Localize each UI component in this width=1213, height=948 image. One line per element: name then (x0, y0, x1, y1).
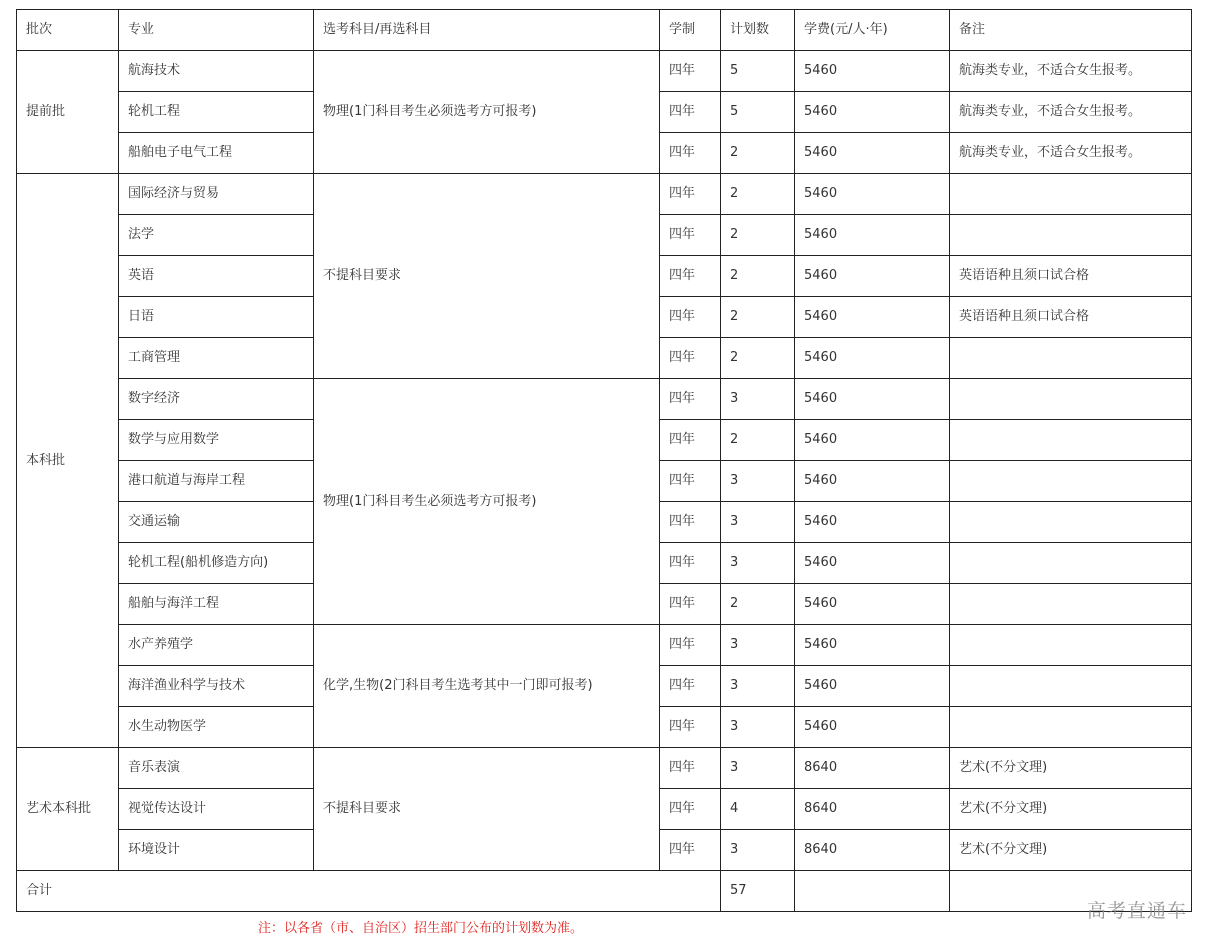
major-cell: 交通运输 (119, 502, 314, 543)
remark-cell: 艺术(不分文理) (950, 748, 1192, 789)
tuition-fee-cell: 5460 (795, 461, 950, 502)
plan-count-cell: 3 (721, 379, 795, 420)
header-remark: 备注 (950, 10, 1192, 51)
duration-cell: 四年 (660, 133, 721, 174)
subject-requirement-cell: 物理(1门科目考生必须选考方可报考) (314, 379, 660, 625)
duration-cell: 四年 (660, 256, 721, 297)
major-cell: 法学 (119, 215, 314, 256)
duration-cell: 四年 (660, 830, 721, 871)
major-cell: 水生动物医学 (119, 707, 314, 748)
header-subject: 选考科目/再选科目 (314, 10, 660, 51)
footnote: 注：以各省（市、自治区）招生部门公布的计划数为准。 (258, 921, 584, 936)
remark-cell: 航海类专业，不适合女生报考。 (950, 133, 1192, 174)
remark-cell (950, 215, 1192, 256)
duration-cell: 四年 (660, 543, 721, 584)
plan-count-cell: 2 (721, 338, 795, 379)
tuition-fee-cell: 5460 (795, 379, 950, 420)
tuition-fee-cell: 5460 (795, 51, 950, 92)
major-cell: 数学与应用数学 (119, 420, 314, 461)
duration-cell: 四年 (660, 297, 721, 338)
header-plan: 计划数 (721, 10, 795, 51)
duration-cell: 四年 (660, 92, 721, 133)
duration-cell: 四年 (660, 707, 721, 748)
remark-cell: 艺术(不分文理) (950, 830, 1192, 871)
tuition-fee-cell: 5460 (795, 707, 950, 748)
header-duration: 学制 (660, 10, 721, 51)
tuition-fee-cell: 5460 (795, 92, 950, 133)
plan-count-cell: 5 (721, 92, 795, 133)
tuition-fee-cell: 5460 (795, 215, 950, 256)
plan-count-cell: 2 (721, 215, 795, 256)
duration-cell: 四年 (660, 461, 721, 502)
major-cell: 航海技术 (119, 51, 314, 92)
tuition-fee-cell: 8640 (795, 830, 950, 871)
tuition-fee-cell: 8640 (795, 748, 950, 789)
remark-cell (950, 379, 1192, 420)
major-cell: 港口航道与海岸工程 (119, 461, 314, 502)
plan-count-cell: 2 (721, 256, 795, 297)
duration-cell: 四年 (660, 584, 721, 625)
plan-count-cell: 3 (721, 625, 795, 666)
plan-count-cell: 3 (721, 748, 795, 789)
remark-cell (950, 461, 1192, 502)
duration-cell: 四年 (660, 215, 721, 256)
remark-cell: 英语语种且须口试合格 (950, 256, 1192, 297)
plan-count-cell: 5 (721, 51, 795, 92)
major-cell: 音乐表演 (119, 748, 314, 789)
duration-cell: 四年 (660, 174, 721, 215)
remark-cell: 航海类专业，不适合女生报考。 (950, 51, 1192, 92)
table-row (17, 748, 1192, 789)
subject-requirement-cell: 物理(1门科目考生必须选考方可报考) (314, 51, 660, 174)
plan-count-cell: 3 (721, 707, 795, 748)
subject-requirement-cell: 不提科目要求 (314, 174, 660, 379)
plan-count-cell: 3 (721, 543, 795, 584)
plan-count-cell: 3 (721, 461, 795, 502)
remark-cell (950, 666, 1192, 707)
total-row (17, 871, 1192, 912)
tuition-fee-cell: 5460 (795, 420, 950, 461)
major-cell: 船舶电子电气工程 (119, 133, 314, 174)
table-row (17, 51, 1192, 92)
duration-cell: 四年 (660, 666, 721, 707)
total-plan-count: 57 (721, 871, 795, 912)
table-row (17, 379, 1192, 420)
remark-cell: 英语语种且须口试合格 (950, 297, 1192, 338)
duration-cell: 四年 (660, 51, 721, 92)
plan-count-cell: 3 (721, 830, 795, 871)
major-cell: 数字经济 (119, 379, 314, 420)
table-row (17, 174, 1192, 215)
major-cell: 工商管理 (119, 338, 314, 379)
total-fee-empty (795, 871, 950, 912)
remark-cell (950, 174, 1192, 215)
remark-cell (950, 338, 1192, 379)
remark-cell (950, 543, 1192, 584)
tuition-fee-cell: 5460 (795, 543, 950, 584)
table-body (17, 51, 1192, 912)
major-cell: 轮机工程 (119, 92, 314, 133)
plan-count-cell: 2 (721, 584, 795, 625)
major-cell: 日语 (119, 297, 314, 338)
subject-requirement-cell: 不提科目要求 (314, 748, 660, 871)
tuition-fee-cell: 5460 (795, 297, 950, 338)
duration-cell: 四年 (660, 625, 721, 666)
header-batch: 批次 (17, 10, 119, 51)
duration-cell: 四年 (660, 789, 721, 830)
tuition-fee-cell: 5460 (795, 174, 950, 215)
remark-cell (950, 584, 1192, 625)
plan-count-cell: 3 (721, 502, 795, 543)
major-cell: 轮机工程(船机修造方向) (119, 543, 314, 584)
watermark-logo: 高考直通车 (1086, 900, 1187, 922)
major-cell: 水产养殖学 (119, 625, 314, 666)
remark-cell: 航海类专业，不适合女生报考。 (950, 92, 1192, 133)
major-cell: 海洋渔业科学与技术 (119, 666, 314, 707)
plan-count-cell: 2 (721, 420, 795, 461)
batch-cell: 艺术本科批 (17, 748, 119, 871)
duration-cell: 四年 (660, 748, 721, 789)
remark-cell (950, 420, 1192, 461)
total-label: 合计 (17, 871, 721, 912)
subject-requirement-cell: 化学,生物(2门科目考生选考其中一门即可报考) (314, 625, 660, 748)
tuition-fee-cell: 5460 (795, 625, 950, 666)
tuition-fee-cell: 5460 (795, 256, 950, 297)
major-cell: 国际经济与贸易 (119, 174, 314, 215)
major-cell: 英语 (119, 256, 314, 297)
major-cell: 视觉传达设计 (119, 789, 314, 830)
duration-cell: 四年 (660, 338, 721, 379)
plan-count-cell: 3 (721, 666, 795, 707)
plan-count-cell: 2 (721, 133, 795, 174)
duration-cell: 四年 (660, 379, 721, 420)
remark-cell: 艺术(不分文理) (950, 789, 1192, 830)
batch-cell: 本科批 (17, 174, 119, 748)
remark-cell (950, 625, 1192, 666)
tuition-fee-cell: 5460 (795, 584, 950, 625)
duration-cell: 四年 (660, 502, 721, 543)
plan-count-cell: 2 (721, 174, 795, 215)
duration-cell: 四年 (660, 420, 721, 461)
plan-count-cell: 4 (721, 789, 795, 830)
tuition-fee-cell: 5460 (795, 338, 950, 379)
tuition-fee-cell: 8640 (795, 789, 950, 830)
plan-count-cell: 2 (721, 297, 795, 338)
batch-cell: 提前批 (17, 51, 119, 174)
header-major: 专业 (119, 10, 314, 51)
header-fee: 学费(元/人·年) (795, 10, 950, 51)
remark-cell (950, 707, 1192, 748)
major-cell: 船舶与海洋工程 (119, 584, 314, 625)
remark-cell (950, 502, 1192, 543)
tuition-fee-cell: 5460 (795, 133, 950, 174)
tuition-fee-cell: 5460 (795, 502, 950, 543)
table-row (17, 625, 1192, 666)
header-row (17, 10, 1192, 51)
major-cell: 环境设计 (119, 830, 314, 871)
enrollment-plan-table (16, 9, 1192, 912)
tuition-fee-cell: 5460 (795, 666, 950, 707)
